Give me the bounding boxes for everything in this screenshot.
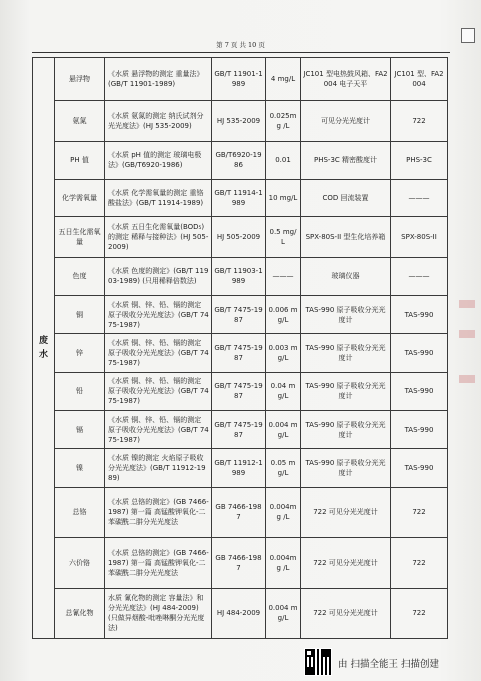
model-cell: 722	[391, 588, 448, 639]
method-cell: 《水质 铜、锌、铅、镉的测定 原子吸收分光光度法》(GB/T 7475-1987)	[105, 372, 212, 410]
category-cell: 废 水	[33, 58, 55, 639]
item-cell: 锌	[55, 334, 105, 372]
instrument-cell: SPX-80S-II 型生化培养箱	[301, 217, 391, 257]
limit-cell: 0.004mg /L	[266, 538, 301, 588]
limit-cell: 0.01	[266, 141, 301, 179]
instrument-cell: TAS-990 原子吸收分光光度计	[301, 296, 391, 334]
standard-cell: HJ 535-2009	[212, 101, 266, 141]
limit-cell: 0.003 mg/L	[266, 334, 301, 372]
item-cell: 总氰化物	[55, 588, 105, 639]
item-cell: 悬浮物	[55, 58, 105, 101]
standard-cell: HJ 505-2009	[212, 217, 266, 257]
test-method-table	[32, 57, 448, 639]
item-cell: 铜	[55, 296, 105, 334]
model-cell: PHS-3C	[391, 141, 448, 179]
standard-cell: GB/T 11903-1989	[212, 257, 266, 295]
instrument-cell: 722 可见分光光度计	[301, 487, 391, 537]
limit-cell: 0.004 mg/L	[266, 411, 301, 449]
instrument-cell: 可见分光光度计	[301, 101, 391, 141]
limit-cell: 0.025mg /L	[266, 101, 301, 141]
table-row	[33, 141, 448, 179]
table-row	[33, 180, 448, 217]
table-row	[33, 411, 448, 449]
table-row	[33, 449, 448, 487]
table-row	[33, 588, 448, 639]
method-cell: 《水质 铜、锌、铅、镉的测定 原子吸收分光光度法》(GB/T 7475-1987)	[105, 296, 212, 334]
limit-cell: 0.04 mg/L	[266, 372, 301, 410]
corner-box-icon	[461, 28, 475, 43]
instrument-cell: 722 可见分光光度计	[301, 588, 391, 639]
instrument-cell: TAS-990 原子吸收分光光度计	[301, 372, 391, 410]
limit-cell: 4 mg/L	[266, 58, 301, 101]
method-cell: 《水质 铜、锌、铅、镉的测定 原子吸收分光光度法》(GB/T 7475-1987)	[105, 411, 212, 449]
standard-cell: GB/T 7475-1987	[212, 296, 266, 334]
limit-cell: 0.004mg /L	[266, 487, 301, 537]
method-cell: 水质 氰化物的测定 容量法》和分光光度法》(HJ 484-2009) (只做异烟酸-吡唑啉酮分光光度法)	[105, 588, 212, 639]
method-cell: 《水质 铜、锌、铅、镉的测定 原子吸收分光光度法》(GB/T 7475-1987)	[105, 334, 212, 372]
item-cell: 六价铬	[55, 538, 105, 588]
standard-cell: HJ 484-2009	[212, 588, 266, 639]
instrument-cell: 玻璃仪器	[301, 257, 391, 295]
table-row	[33, 257, 448, 295]
item-cell: 化学需氧量	[55, 180, 105, 217]
item-cell: 镍	[55, 449, 105, 487]
model-cell: TAS-990	[391, 296, 448, 334]
method-cell: 《水质 pH 值的测定 玻璃电极法》(GB/T6920-1986)	[105, 141, 212, 179]
table-row	[33, 372, 448, 410]
page-number-header: 第 7 页 共 10 页	[216, 41, 265, 49]
item-cell: 五日生化需氧量	[55, 217, 105, 257]
standard-cell: GB/T 11912-1989	[212, 449, 266, 487]
header-rule	[32, 52, 450, 53]
method-cell: 《水质 化学需氧量的测定 重铬酸盐法》(GB/T 11914-1989)	[105, 180, 212, 217]
method-cell: 《水质 悬浮物的测定 重量法》(GB/T 11901-1989)	[105, 58, 212, 101]
table-row	[33, 58, 448, 101]
item-cell: 铅	[55, 372, 105, 410]
model-cell: 722	[391, 487, 448, 537]
standard-cell: GB/T 11901-1989	[212, 58, 266, 101]
instrument-cell: COD 回流装置	[301, 180, 391, 217]
item-cell: 总铬	[55, 487, 105, 537]
table-row	[33, 487, 448, 537]
method-cell: 《水质 氨氮的测定 纳氏试剂分光光度法》(HJ 535-2009)	[105, 101, 212, 141]
method-cell: 《水质 总铬的测定》(GB 7466-1987) 第一篇 高锰酸钾氧化-二苯碳酰二肼分光光度法	[105, 538, 212, 588]
scanner-watermark-text: 由 扫描全能王 扫描创建	[338, 659, 440, 670]
standard-cell: GB 7466-1987	[212, 538, 266, 588]
instrument-cell: JC101 型电热鼓风箱、FA2004 电子天平	[301, 58, 391, 101]
method-cell: 《水质 五日生化需氧量(BOD₅)的测定 稀释与接种法》(HJ 505-2009)	[105, 217, 212, 257]
qr-code-icon	[304, 648, 332, 676]
item-cell: 氨氮	[55, 101, 105, 141]
instrument-cell: TAS-990 原子吸收分光光度计	[301, 334, 391, 372]
item-cell: 镉	[55, 411, 105, 449]
method-cell: 《水质 镍的测定 火焰原子吸收分光光度法》(GB/T 11912-1989)	[105, 449, 212, 487]
model-cell: ———	[391, 180, 448, 217]
model-cell: TAS-990	[391, 411, 448, 449]
table-row	[33, 101, 448, 141]
standard-cell: GB/T 11914-1989	[212, 180, 266, 217]
seal-fragment	[459, 300, 475, 308]
item-cell: 色度	[55, 257, 105, 295]
table-row	[33, 296, 448, 334]
limit-cell: 0.006 mg/L	[266, 296, 301, 334]
model-cell: TAS-990	[391, 372, 448, 410]
model-cell: SPX-80S-II	[391, 217, 448, 257]
standard-cell: GB/T6920-19 86	[212, 141, 266, 179]
limit-cell: 0.5 mg/L	[266, 217, 301, 257]
instrument-cell: TAS-990 原子吸收分光光度计	[301, 449, 391, 487]
standard-cell: GB/T 7475-1987	[212, 411, 266, 449]
model-cell: TAS-990	[391, 449, 448, 487]
instrument-cell: PHS-3C 精密酸度计	[301, 141, 391, 179]
seal-fragment	[459, 330, 475, 338]
seal-fragment	[459, 375, 475, 383]
table-row	[33, 334, 448, 372]
model-cell: JC101 型、FA2004	[391, 58, 448, 101]
model-cell: ———	[391, 257, 448, 295]
limit-cell: ———	[266, 257, 301, 295]
method-cell: 《水质 总铬的测定》(GB 7466-1987) 第一篇 高锰酸钾氧化-二苯碳酰二肼分光光度法	[105, 487, 212, 537]
limit-cell: 10 mg/L	[266, 180, 301, 217]
table-row	[33, 217, 448, 257]
model-cell: TAS-990	[391, 334, 448, 372]
limit-cell: 0.004 mg/L	[266, 588, 301, 639]
standard-cell: GB/T 7475-1987	[212, 372, 266, 410]
standard-cell: GB 7466-1987	[212, 487, 266, 537]
limit-cell: 0.05 mg/L	[266, 449, 301, 487]
model-cell: 722	[391, 538, 448, 588]
scanner-footer	[304, 648, 479, 678]
instrument-cell: 722 可见分光光度计	[301, 538, 391, 588]
standard-cell: GB/T 7475-1987	[212, 334, 266, 372]
table-row	[33, 538, 448, 588]
instrument-cell: TAS-990 原子吸收分光光度计	[301, 411, 391, 449]
item-cell: PH 值	[55, 141, 105, 179]
method-cell: 《水质 色度的测定》(GB/T 11903-1989) (只用稀释倍数法)	[105, 257, 212, 295]
model-cell: 722	[391, 101, 448, 141]
